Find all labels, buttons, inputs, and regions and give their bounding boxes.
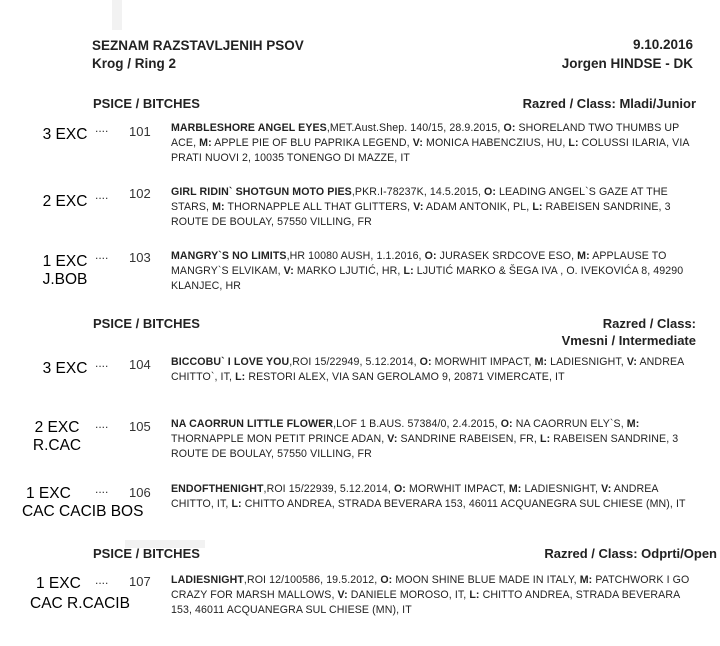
owner-text: CHITTO ANDREA, STRADA BEVERARA 153, 46011 ACQUANEGRA SUL CHIESE (MN), IT — [241, 498, 686, 510]
dog-name: MANGRY`S NO LIMITS — [171, 250, 287, 262]
sire-text: JURASEK SRDCOVE ESO, — [436, 250, 578, 262]
dog-name: NA CAORRUN LITTLE FLOWER — [171, 418, 334, 430]
result-award: R.CAC — [32, 437, 82, 454]
entry-dots: .... — [95, 417, 109, 431]
breeder-label: V: — [413, 201, 424, 213]
owner-label: O: — [503, 122, 516, 134]
entry-text — [171, 482, 691, 522]
entry-text — [171, 355, 691, 385]
section-class: Razred / Class: Odprti/Open — [544, 546, 717, 561]
result-grade: 3 EXC — [42, 360, 88, 377]
breeder-label: V: — [412, 137, 423, 149]
entry-dots: .... — [95, 188, 109, 202]
owner-label: L: — [568, 137, 579, 149]
sire-text: MORWHIT IMPACT, — [405, 483, 509, 495]
dam-text: LADIESNIGHT, — [521, 483, 602, 495]
breeder-text: SANDRINE RABEISEN, FR, — [397, 433, 541, 445]
sire-text: MOON SHINE BLUE MADE IN ITALY, — [392, 574, 580, 586]
dog-details: ,ROI 12/100586, 19.5.2012, — [243, 574, 381, 586]
sire-text: SHORELAND TWO THUMBS UP ACE, — [171, 122, 680, 149]
entry-number: 102 — [129, 186, 151, 201]
result-award: CAC CACIB BOS — [22, 503, 144, 520]
owner-label: L: — [469, 589, 480, 601]
section-class: Razred / Class: — [602, 316, 696, 331]
entry-text — [171, 573, 691, 618]
dam-label: M: — [579, 574, 593, 586]
entry-dots: .... — [95, 248, 109, 262]
entry-number: 105 — [129, 419, 151, 434]
owner-text: LJUTIĆ MARKO & ŠEGA IVA , O. IVEKOVIĆA 8, 49290 KLANJEC, HR — [171, 265, 684, 292]
entry-text — [171, 185, 691, 230]
dog-name: MARBLESHORE ANGEL EYES — [171, 122, 327, 134]
owner-label: O: — [380, 574, 393, 586]
entry-number: 103 — [129, 250, 151, 265]
owner-text: RESTORI ALEX, VIA SAN GEROLAMO 9, 20871 VIMERCATE, IT — [245, 371, 565, 383]
section-title: PSICE / BITCHES — [93, 96, 200, 111]
judge-name: Jorgen HINDSE - DK — [561, 56, 693, 71]
owner-label: O: — [424, 250, 437, 262]
document-title: SEZNAM RAZSTAVLJENIH PSOV — [92, 38, 304, 53]
owner-label: L: — [540, 433, 551, 445]
dam-label: M: — [508, 483, 522, 495]
scan-smudge — [112, 0, 122, 30]
dog-name: ENDOFTHENIGHT — [171, 483, 264, 495]
owner-label: O: — [419, 356, 432, 368]
entry-number: 107 — [129, 574, 151, 589]
section-title: PSICE / BITCHES — [93, 546, 200, 561]
dam-label: M: — [626, 418, 640, 430]
owner-text: RABEISEN SANDRINE, 3 ROUTE DE BOULAY, 57550 VILLING, FR — [171, 433, 679, 460]
section-class: Razred / Class: Mladi/Junior — [522, 96, 696, 111]
result-grade: 1 EXC — [26, 485, 71, 502]
dog-name: LADIESNIGHT — [171, 574, 244, 586]
dam-label: M: — [212, 201, 225, 213]
owner-label: O: — [500, 418, 513, 430]
entry-result — [30, 193, 100, 211]
result-grade: 2 EXC — [42, 193, 88, 210]
owner-label: L: — [532, 201, 543, 213]
result-award: J.BOB — [42, 271, 88, 288]
ring-label: Krog / Ring 2 — [92, 56, 176, 71]
entry-text — [171, 249, 691, 294]
owner-label: L: — [231, 498, 242, 510]
result-grade: 3 EXC — [42, 126, 88, 143]
entry-result — [30, 253, 100, 289]
entry-number: 104 — [129, 357, 151, 372]
breeder-label: V: — [337, 589, 348, 601]
breeder-label: V: — [626, 356, 638, 368]
dog-details: ,MET.Aust.Shep. 140/15, 28.9.2015, — [326, 122, 504, 134]
dog-name: GIRL RIDIN` SHOTGUN MOTO PIES — [171, 186, 352, 198]
breeder-text: ANDREA CHITTO, IT, — [171, 483, 658, 510]
result-grade: 1 EXC — [36, 575, 81, 592]
sire-text: MORWHIT IMPACT, — [431, 356, 535, 368]
owner-label: O: — [393, 483, 406, 495]
dam-text: THORNAPPLE MON PETIT PRINCE ADAN, — [171, 433, 388, 445]
owner-label: L: — [403, 265, 414, 277]
dog-details: ,LOF 1 B.AUS. 57384/0, 2.4.2015, — [333, 418, 501, 430]
breeder-text: ADAM ANTONIK, PL, — [423, 201, 533, 213]
dog-details: ,HR 10080 AUSH, 1.1.2016, — [286, 250, 425, 262]
entry-dots: .... — [95, 482, 109, 496]
dam-text: PATCHWORK I GO CRAZY FOR MARSH MALLOWS, — [171, 574, 690, 601]
show-date: 9.10.2016 — [632, 37, 693, 52]
owner-label: L: — [235, 371, 246, 383]
owner-label: O: — [484, 186, 496, 198]
entry-dots: .... — [95, 121, 109, 135]
entry-dots: .... — [95, 573, 109, 587]
dam-text: THORNAPPLE ALL THAT GLITTERS, — [224, 201, 414, 213]
result-grade: 2 EXC — [34, 419, 80, 436]
breeder-label: V: — [283, 265, 294, 277]
entry-result — [30, 126, 100, 144]
entry-text — [171, 417, 691, 462]
breeder-text: ANDREA CHITTO`, IT, — [171, 356, 684, 383]
breeder-text: MARKO LJUTIĆ, HR, — [293, 265, 404, 277]
entry-text — [171, 121, 691, 166]
owner-text: RABEISEN SANDRINE, 3 ROUTE DE BOULAY, 57550 VILLING, FR — [171, 201, 671, 228]
breeder-label: V: — [601, 483, 612, 495]
breeder-text: MONICA HABENCZIUS, HU, — [422, 137, 569, 149]
entry-dots: .... — [95, 356, 109, 370]
dam-text: LADIESNIGHT, — [547, 356, 627, 368]
result-award: CAC R.CACIB — [30, 595, 130, 612]
entry-number: 106 — [129, 485, 151, 500]
dog-details: ,PKR.I-78237K, 14.5.2015, — [351, 186, 485, 198]
dam-text: APPLE PIE OF BLU PAPRIKA LEGEND, — [211, 137, 413, 149]
result-grade: 1 EXC — [42, 253, 88, 270]
dam-text: APPLAUSE TO MANGRY`S ELVIKAM, — [171, 250, 667, 277]
section-title: PSICE / BITCHES — [93, 316, 200, 331]
dam-label: M: — [534, 356, 548, 368]
dam-label: M: — [577, 250, 590, 262]
dog-name: BICCOBU` I LOVE YOU — [171, 356, 290, 368]
section-class-name: Vmesni / Intermediate — [561, 333, 696, 348]
entry-result — [22, 419, 92, 455]
dam-label: M: — [199, 137, 212, 149]
breeder-label: V: — [387, 433, 398, 445]
owner-text: CHITTO ANDREA, STRADA BEVERARA 153, 46011 ACQUANEGRA SUL CHIESE (MN), IT — [171, 589, 680, 616]
sire-text: LEADING ANGEL`S GAZE AT THE STARS, — [171, 186, 668, 213]
sire-text: NA CAORRUN ELY`S, — [512, 418, 627, 430]
entry-number: 101 — [129, 124, 151, 139]
dog-details: ,ROI 15/22949, 5.12.2014, — [289, 356, 420, 368]
owner-text: COLUSSI ILARIA, VIA PRATI NUOVI 2, 10035 TONENGO DI MAZZE, IT — [171, 137, 689, 164]
breeder-text: DANIELE MOROSO, IT, — [347, 589, 470, 601]
entry-result — [30, 360, 100, 378]
dog-details: ,ROI 15/22939, 5.12.2014, — [263, 483, 394, 495]
